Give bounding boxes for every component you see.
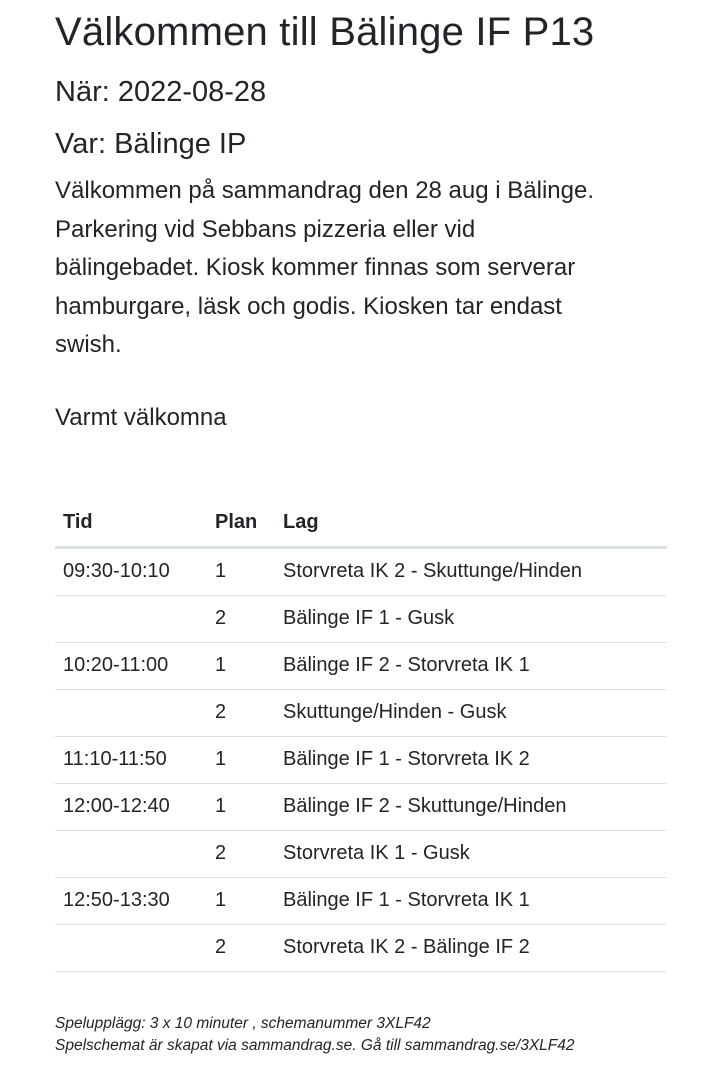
cell-lag: Storvreta IK 2 - Bälinge IF 2 [275,924,667,971]
cell-tid: 10:20-11:00 [55,642,207,689]
event-location: Var: Bälinge IP [55,128,247,160]
cell-tid [55,595,207,642]
table-row [55,689,667,736]
cell-tid [55,689,207,736]
event-date: När: 2022-08-28 [55,76,267,108]
cell-tid [55,830,207,877]
table-row [55,877,667,924]
schedule-header-row [55,499,667,548]
column-header-lag: Lag [275,499,667,548]
cell-lag: Bälinge IF 1 - Storvreta IK 2 [275,736,667,783]
column-header-plan: Plan [207,499,275,548]
table-row [55,736,667,783]
footer-source-note: Spelschemat är skapat via sammandrag.se. Gå till sammandrag.se/3XLF42 [55,1036,575,1054]
page-title: Välkommen till Bälinge IF P13 [55,10,595,54]
greeting-text: Varmt välkomna [55,403,227,431]
table-row [55,924,667,971]
cell-lag: Skuttunge/Hinden - Gusk [275,689,667,736]
cell-lag: Bälinge IF 1 - Gusk [275,595,667,642]
event-description: Välkommen på sammandrag den 28 aug i Bälinge. Parkering vid Sebbans pizzeria eller vid bälingebadet. Kiosk kommer finnas som serverar hamburgare, läsk och godis. Kiosken tar endast swish. [55,177,594,358]
table-row [55,783,667,830]
cell-plan: 1 [207,642,275,689]
cell-plan: 2 [207,924,275,971]
schedule-table [55,499,667,972]
cell-tid [55,924,207,971]
table-row [55,642,667,689]
cell-lag: Bälinge IF 1 - Storvreta IK 1 [275,877,667,924]
cell-plan: 2 [207,595,275,642]
cell-plan: 1 [207,736,275,783]
page-content [55,0,667,972]
column-header-tid: Tid [55,499,207,548]
cell-tid: 12:50-13:30 [55,877,207,924]
cell-tid: 11:10-11:50 [55,736,207,783]
cell-plan: 2 [207,830,275,877]
schedule-footer [55,1013,575,1056]
footer-game-format: Spelupplägg: 3 x 10 minuter , schemanummer 3XLF42 [55,1015,431,1032]
cell-plan: 2 [207,689,275,736]
cell-plan: 1 [207,783,275,830]
cell-plan: 1 [207,547,275,595]
cell-plan: 1 [207,877,275,924]
cell-tid: 09:30-10:10 [55,547,207,595]
table-row [55,595,667,642]
table-row [55,830,667,877]
cell-lag: Storvreta IK 1 - Gusk [275,830,667,877]
cell-lag: Storvreta IK 2 - Skuttunge/Hinden [275,547,667,595]
table-row [55,547,667,595]
cell-lag: Bälinge IF 2 - Skuttunge/Hinden [275,783,667,830]
cell-lag: Bälinge IF 2 - Storvreta IK 1 [275,642,667,689]
cell-tid: 12:00-12:40 [55,783,207,830]
